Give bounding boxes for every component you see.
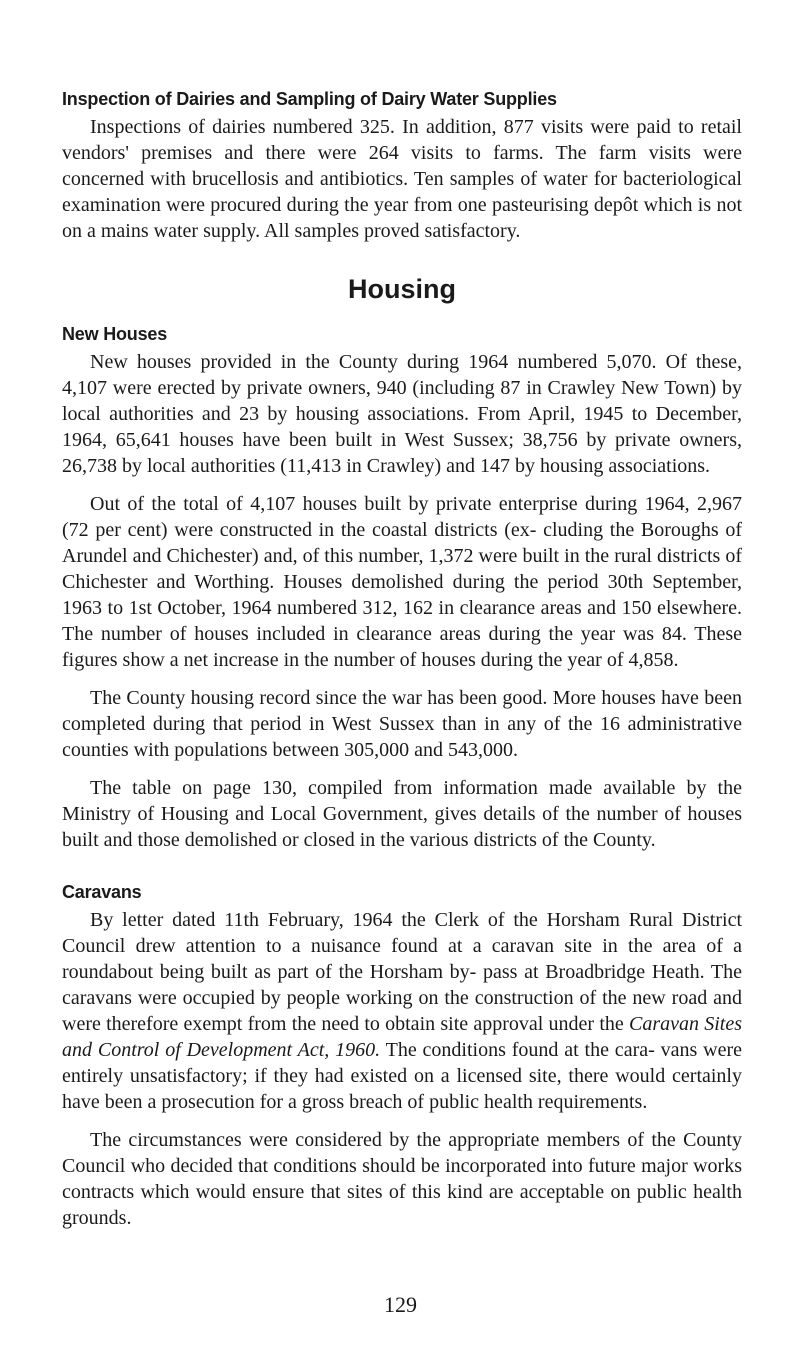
new-houses-section bbox=[62, 323, 742, 853]
dairies-section bbox=[62, 88, 742, 244]
caravans-heading: Caravans bbox=[62, 882, 142, 902]
act-title: Caravan Sites and Control of Development Act, 1960. bbox=[62, 1013, 743, 1061]
dairies-heading: Inspection of Dairies and Sampling of Dairy Water Supplies bbox=[62, 89, 557, 109]
caravans-section bbox=[62, 881, 742, 1231]
caravans-text-before: By letter dated 11th February, 1964 the Clerk of the Horsham Rural District Council drew attention to a nuisance found at a caravan site in the area of a roundabout being built as part of the Horsham by- pass at Broadbridge Heath. The caravans were occupied by people working on the construction of the new road and were therefore exempt from the need to obtain site approval under the bbox=[62, 909, 742, 1035]
new-houses-paragraph-1: New houses provided in the County during 1964 numbered 5,070. Of these, 4,107 were erected by private owners, 940 (including 87 in Crawley New Town) by local authorities and 23 by housing associations. From April, 1945 to December, 1964, 65,641 houses have been built in West Sussex; 38,756 by private owners, 26,738 by local authorities (11,413 in Crawley) and 147 by housing associations. bbox=[62, 351, 742, 477]
new-houses-paragraph-3: The County housing record since the war has been good. More houses have been completed during that period in West Sussex than in any of the 16 administrative counties with populations between 305,000 and 543,000. bbox=[62, 687, 742, 761]
new-houses-paragraph-4: The table on page 130, compiled from information made available by the Ministry of Housing and Local Government, gives details of the number of houses built and those demolished or closed in the various districts of the County. bbox=[62, 777, 742, 851]
housing-title: Housing bbox=[348, 274, 456, 304]
page-content bbox=[62, 88, 742, 1243]
new-houses-paragraph-2: Out of the total of 4,107 houses built by private enterprise during 1964, 2,967 (72 per cent) were constructed in the coastal districts (ex- cluding the Boroughs of Arundel and Chichester) and, of this number, 1,372 were built in the rural districts of Chichester and Worthing. Houses demolished during the period 30th September, 1963 to 1st October, 1964 numbered 312, 162 in clearance areas and 150 elsewhere. The number of houses included in clearance areas during the year was 84. These figures show a net increase in the number of houses during the year of 4,858. bbox=[62, 493, 742, 671]
caravans-paragraph-1 bbox=[62, 907, 742, 1115]
new-houses-heading: New Houses bbox=[62, 324, 168, 344]
page-number: 129 bbox=[384, 1292, 417, 1317]
dairies-paragraph: Inspections of dairies numbered 325. In addition, 877 visits were paid to retail vendors' premises and there were 264 visits to farms. The farm visits were concerned with brucellosis and antibiotics. Ten samples of water for bacteriological examination were procured during the year from one pasteurising depôt which is not on a mains water supply. All samples proved satisfactory. bbox=[62, 116, 742, 242]
caravans-paragraph-2: The circumstances were considered by the appropriate members of the County Council who decided that conditions should be incorporated into future major works contracts which would ensure that sites of this kind are acceptable on public health grounds. bbox=[62, 1129, 742, 1229]
caravans-text-after: The conditions found at the cara- vans were entirely unsatisfactory; if they had existed on a licensed site, there would certainly have been a prosecution for a gross breach of public health requirements. bbox=[62, 1039, 742, 1113]
